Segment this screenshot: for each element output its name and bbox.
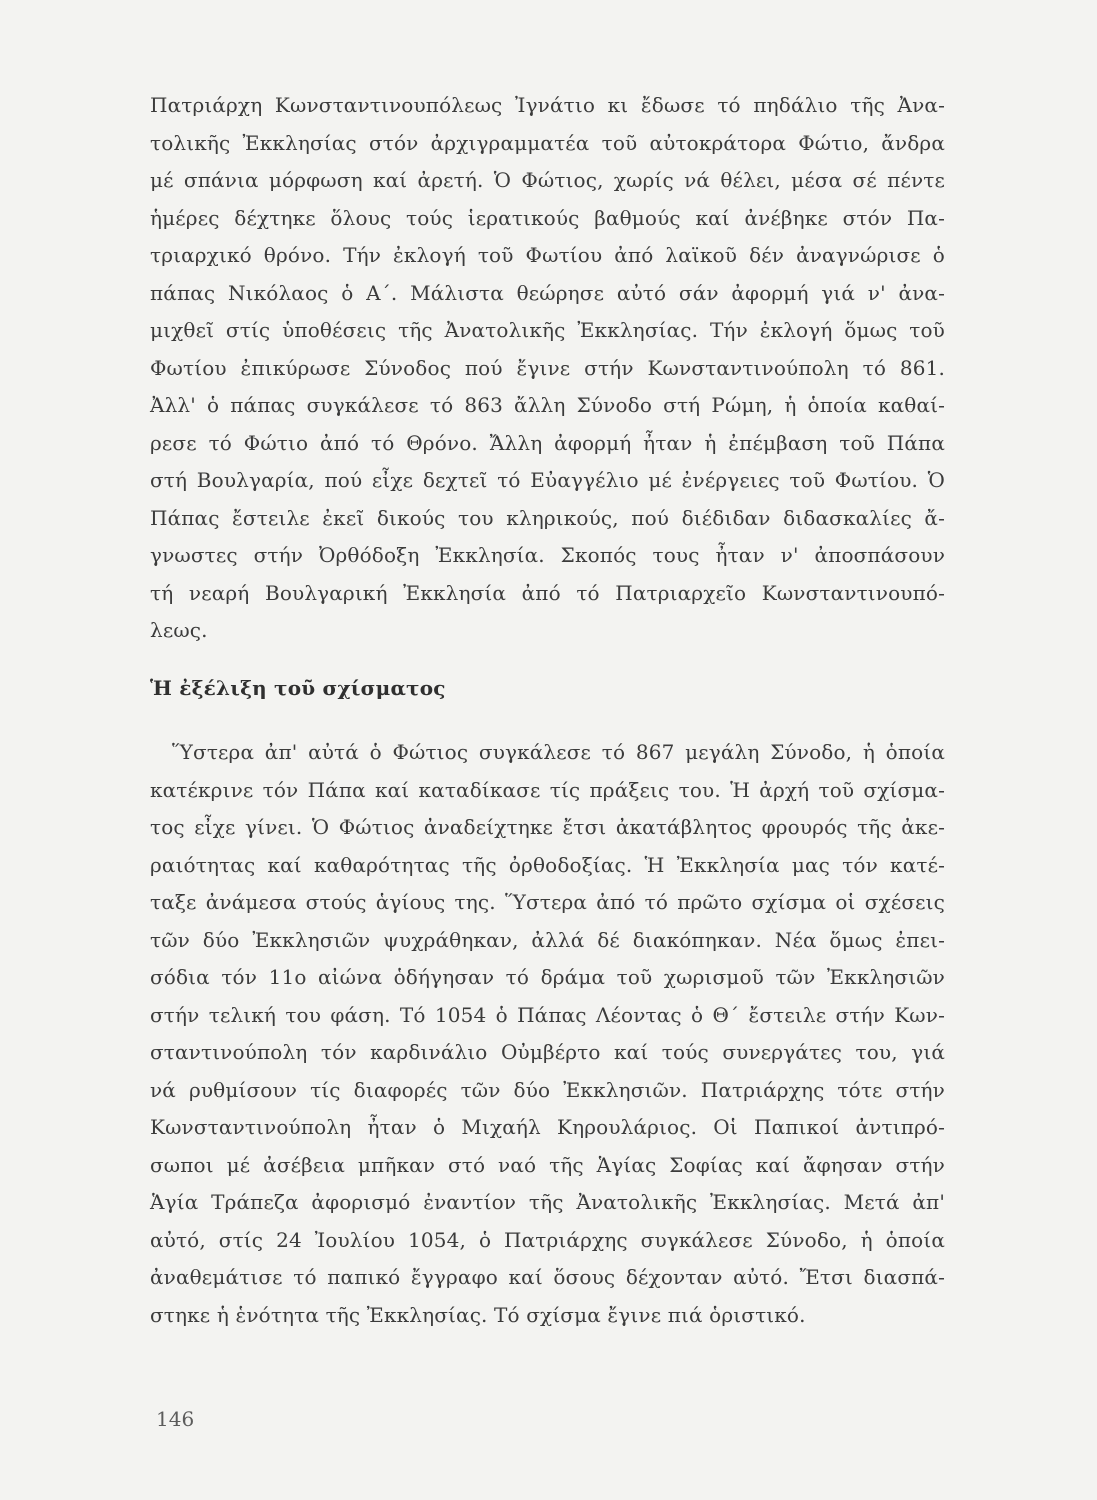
text-line: μέ σπάνια μόρφωση καί ἀρετή. Ὁ Φώτιος, χωρίς νά θέλει, μέσα σέ πέντε [150,168,945,192]
text-line: Ἀλλ' ὁ πάπας συγκάλεσε τό 863 ἄλλη Σύνοδο στή Ρώμη, ἡ ὁποία καθαί- [150,393,945,417]
text-line: σταντινούπολη τόν καρδινάλιο Οὐμβέρτο καί τούς συνεργάτες του, γιά [150,1040,945,1064]
text-line: γνωστες στήν Ὀρθόδοξη Ἐκκλησία. Σκοπός τους ἦταν ν' ἀποσπάσουν [150,543,945,567]
text-line: στηκε ἡ ἑνότητα τῆς Ἐκκλησίας. Τό σχίσμα ἔγινε πιά ὁριστικό. [150,1303,806,1327]
text-line: σόδια τόν 11ο αἰώνα ὁδήγησαν τό δράμα τοῦ χωρισμοῦ τῶν Ἐκκλησιῶν [150,965,945,989]
text-line: νά ρυθμίσουν τίς διαφορές τῶν δύο Ἐκκλησιῶν. Πατριάρχης τότε στήν [150,1078,945,1102]
text-line: πάπας Νικόλαος ὁ Α΄. Μάλιστα θεώρησε αὐτό σάν ἀφορμή γιά ν' ἀνα- [150,281,945,305]
text-line: κατέκρινε τόν Πάπα καί καταδίκασε τίς πράξεις του. Ἡ ἀρχή τοῦ σχίσμα- [150,778,945,802]
text-line: τολικῆς Ἐκκλησίας στόν ἀρχιγραμματέα τοῦ αὐτοκράτορα Φώτιο, ἄνδρα [150,131,945,155]
text-line: μιχθεῖ στίς ὑποθέσεις τῆς Ἀνατολικῆς Ἐκκλησίας. Τήν ἐκλογή ὅμως τοῦ [150,318,945,342]
text-line: Φωτίου ἐπικύρωσε Σύνοδος πού ἔγινε στήν Κωνσταντινούπολη τό 861. [150,356,945,380]
text-line: ἡμέρες δέχτηκε ὅλους τούς ἱερατικούς βαθμούς καί ἀνέβηκε στόν Πα- [150,206,945,230]
text-line: ρεσε τό Φώτιο ἀπό τό Θρόνο. Ἄλλη ἀφορμή ἦταν ἡ ἐπέμβαση τοῦ Πάπα [150,431,945,455]
text-line: τή νεαρή Βουλγαρική Ἐκκλησία ἀπό τό Πατριαρχεῖο Κωνσταντινουπό- [150,581,945,605]
text-line: στήν τελική του φάση. Τό 1054 ὁ Πάπας Λέοντας ὁ Θ΄ ἔστειλε στήν Κων- [150,1003,945,1027]
text-line: ἀναθεμάτισε τό παπικό ἔγγραφο καί ὅσους δέχονταν αὐτό. Ἔτσι διασπά- [150,1265,945,1289]
text-line: αὐτό, στίς 24 Ἰουλίου 1054, ὁ Πατριάρχης συγκάλεσε Σύνοδο, ἡ ὁποία [150,1228,945,1252]
text-line: Ὕστερα ἀπ' αὐτά ὁ Φώτιος συγκάλεσε τό 867 μεγάλη Σύνοδο, ἡ ὁποία [172,740,945,764]
text-line: Πατριάρχη Κωνσταντινουπόλεως Ἰγνάτιο κι ἔδωσε τό πηδάλιο τῆς Ἀνα- [150,93,945,117]
text-line: Ἁγία Τράπεζα ἀφορισμό ἐναντίον τῆς Ἀνατολικῆς Ἐκκλησίας. Μετά ἀπ' [150,1190,945,1214]
text-line: Πάπας ἔστειλε ἐκεῖ δικούς του κληρικούς, πού διέδιδαν διδασκαλίες ἄ- [150,506,945,530]
text-line: τος εἶχε γίνει. Ὁ Φώτιος ἀναδείχτηκε ἔτσι ἀκατάβλητος φρουρός τῆς ἀκε- [150,815,945,839]
text-line: τῶν δύο Ἐκκλησιῶν ψυχράθηκαν, ἀλλά δέ διακόπηκαν. Νέα ὅμως ἐπει- [150,928,945,952]
text-line: ταξε ἀνάμεσα στούς ἁγίους της. Ὕστερα ἀπό τό πρῶτο σχίσμα οἱ σχέσεις [150,890,945,914]
page-number: 146 [156,1407,195,1431]
text-line: λεως. [150,618,208,642]
text-line: τριαρχικό θρόνο. Τήν ἐκλογή τοῦ Φωτίου ἀπό λαϊκοῦ δέν ἀναγνώρισε ὁ [150,243,945,267]
text-line: σωποι μέ ἀσέβεια μπῆκαν στό ναό τῆς Ἁγίας Σοφίας καί ἄφησαν στήν [150,1153,945,1177]
section-heading: Ἡ ἐξέλιξη τοῦ σχίσματος [150,676,446,700]
text-line: στή Βουλγαρία, πού εἶχε δεχτεῖ τό Εὐαγγέλιο μέ ἐνέργειες τοῦ Φωτίου. Ὁ [150,468,945,492]
text-line: Κωνσταντινούπολη ἦταν ὁ Μιχαήλ Κηρουλάριος. Οἱ Παπικοί ἀντιπρό- [150,1115,945,1139]
text-line: ραιότητας καί καθαρότητας τῆς ὀρθοδοξίας. Ἡ Ἐκκλησία μας τόν κατέ- [150,853,945,877]
